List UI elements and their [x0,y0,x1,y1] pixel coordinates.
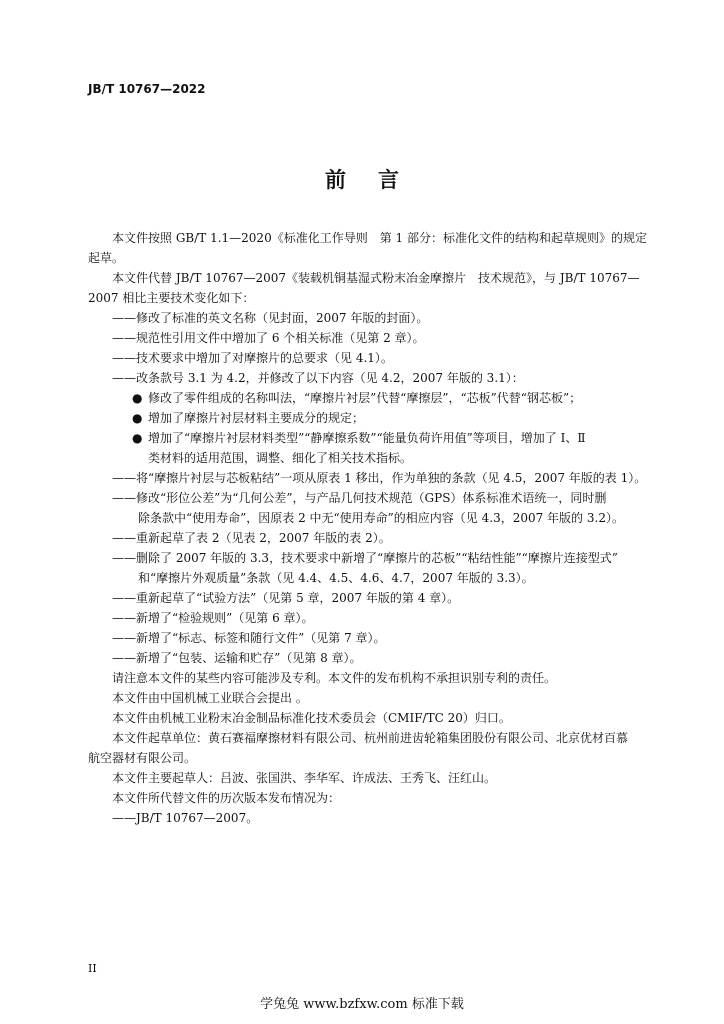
bullet-text: 增加了“摩擦片衬层材料类型”“静摩擦系数”“能量负荷许用值”等项目，增加了 Ⅰ、Ⅱ [148,431,586,445]
paragraph-line: 起草。 [88,251,125,265]
bullet-text: 增加了摩擦片衬层材料主要成分的规定； [148,411,365,425]
change-item: ——新增了“包装、运输和贮存”（见第 8 章）。 [112,651,362,665]
paragraph-line: 本文件所代替文件的历次版本发布情况为： [112,791,341,805]
change-item: ——重新起草了表 2（见表 2，2007 年版的表 2）。 [112,531,391,545]
change-item: ——重新起草了“试验方法”（见第 5 章，2007 年版的第 4 章）。 [112,591,460,605]
bullet-icon: ● [132,411,143,425]
bullet-icon: ● [132,431,143,445]
foreword-body [88,228,662,828]
bullet-item [88,388,662,408]
bullet-icon: ● [132,391,143,405]
change-item: ——改条款号 3.1 为 4.2，并修改了以下内容（见 4.2，2007 年版的 3.1）： [112,371,524,385]
change-item: ——规范性引用文件中增加了 6 个相关标准（见第 2 章）。 [112,331,425,345]
change-item: ——JB/T 10767—2007。 [112,811,259,825]
paragraph-line: 本文件按照 GB/T 1.1—2020《标准化工作导则 第 1 部分：标准化文件的结构和起草规则》的规定 [112,231,647,245]
footer-watermark: 学兔兔 www.bzfxw.com 标准下载 [260,997,464,1012]
page-number: II [88,962,97,975]
change-item-continuation: 和“摩擦片外观质量”条款（见 4.4、4.5、4.6、4.7，2007 年版的 3.3）。 [138,571,534,585]
paragraph-line: 本文件主要起草人：吕波、张国洪、李华军、许成法、王秀飞、汪红山。 [112,771,497,785]
paragraph-line: 本文件起草单位：黄石赛福摩擦材料有限公司、杭州前进齿轮箱集团股份有限公司、北京优材百慕 [112,731,629,745]
paragraph-line: 航空器材有限公司。 [88,751,197,765]
change-item: ——删除了 2007 年版的 3.3，技术要求中新增了“摩擦片的芯板”“粘结性能”“摩擦片连接型式” [112,551,618,565]
paragraph-line: 请注意本文件的某些内容可能涉及专利。本文件的发布机构不承担识别专利的责任。 [112,671,557,685]
bullet-continuation: 类材料的适用范围，调整、细化了相关技术指标。 [148,451,413,465]
change-item: ——新增了“标志、标签和随行文件”（见第 7 章）。 [112,631,386,645]
paragraph-line: 本文件由机械工业粉末冶金制品标准化技术委员会（CMIF/TC 20）归口。 [112,711,511,725]
change-item: ——将“摩擦片衬层与芯板粘结”一项从原表 1 移出，作为单独的条款（见 4.5，2007 年版的表 1）。 [112,471,647,485]
change-item: ——技术要求中增加了对摩擦片的总要求（见 4.1）。 [112,351,393,365]
bullet-item [88,428,662,448]
change-item: ——新增了“检验规则”（见第 6 章）。 [112,611,314,625]
change-item: ——修改了标准的英文名称（见封面，2007 年版的封面）。 [112,311,429,325]
bullet-item [88,408,662,428]
page-title: 前言 [325,168,431,192]
document-number: JB/T 10767—2022 [88,82,206,96]
change-item: ——修改“形位公差”为“几何公差”，与产品几何技术规范（GPS）体系标准术语统一，同时删 [112,491,607,505]
bullet-text: 修改了零件组成的名称叫法，“摩擦片衬层”代替“摩擦层”，“芯板”代替“钢芯板”； [148,391,582,405]
paragraph-line: 本文件代替 JB/T 10767—2007《装载机铜基湿式粉末冶金摩擦片 技术规范》，与 JB/T 10767— [112,271,640,285]
change-item-continuation: 除条款中“使用寿命”，因原表 2 中无“使用寿命”的相应内容（见 4.3，2007 年版的 3.2）。 [138,511,624,525]
paragraph-line: 2007 相比主要技术变化如下： [88,291,255,305]
paragraph-line: 本文件由中国机械工业联合会提出 。 [112,691,308,705]
